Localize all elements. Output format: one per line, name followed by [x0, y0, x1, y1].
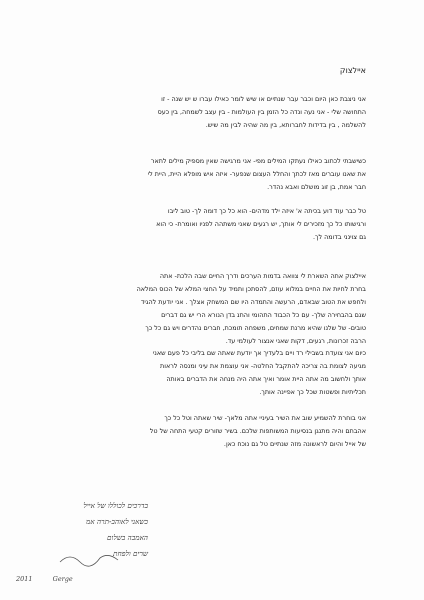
paragraph-line: כשישבתי לכתוב כאילו נעתקו המילים מפי- אני מרגישה שאין מספיק מילים לתאר	[150, 157, 366, 165]
paragraph-line: חבר אמת, בן זוג מושלם ואבא נהדר.	[267, 183, 366, 191]
paragraph-line: אהבתם והיה מתנגן בנסיעות המשותפות שלכם. בשיר שזורים קטעי התחה של טל	[149, 427, 366, 435]
signature-year: 2011	[16, 575, 33, 583]
letter-paragraph	[56, 205, 366, 244]
signature-line: האמבה בשלום	[107, 533, 148, 542]
paragraph-line: אני בוחרת להשמיע שוב את השיר בעיניי אתה מלאך- שיר שאתה וטל כל כך	[164, 414, 366, 422]
paragraph-line: טל כבר עוד דוע בכיתה א' איזה ילד מדהים- הוא כל כך דומה לך- טוב ליבו	[167, 207, 366, 215]
paragraph-line: את שאנו עוברים מאז לכתך והחלל העצום שנפער- איזה איש מופלא היית, היית לי	[147, 170, 366, 178]
signature-scribble-icon	[50, 514, 130, 574]
paragraph-line: הרבה זכרונות, רגעים, דקות שאני אנצור לעולמי עד.	[225, 337, 366, 345]
letter-paragraph	[56, 155, 366, 194]
letter-paragraph	[56, 93, 366, 132]
paragraph-line: שגם בהבחירה שלך- עם כל הכבוד התהומי והתנ בדן הנורא הרי יש גם דברים	[161, 311, 366, 319]
paragraph-line: כיום אני צועדת בשבילי רד ויים בלעדיך אך יודעת שאתה שם בליבי כל פעם שאני	[152, 349, 366, 357]
paragraph-line: אני ניצבת כאן היום וכבר עבר שנתיים או שיש לומר כאילו עברו ש יש שנה - זו	[161, 95, 366, 103]
paragraph-line: טובים- של שלנו שהיא מרנת שמחים, משפחה תומכת, חברים נהדרים ויש גם כל כך	[145, 324, 366, 332]
signature-place: Gerge	[52, 575, 73, 583]
signature-line: בדרכים לכוללו של אייל	[83, 501, 148, 510]
signature-line: שרים ולפחת	[113, 549, 148, 558]
letter-heading: איילצוק	[339, 66, 366, 75]
paragraph-line: גם צוינני בדומה לך.	[312, 233, 366, 241]
paragraph-line: מגיעה לצומת בה צריכה להתקבל החלטה- אני עוצמת את עיני ומנסה לראות	[160, 362, 366, 370]
letter-paragraph	[56, 270, 366, 348]
signature-line: כשאני לאוהב-תרה אמ	[85, 517, 148, 526]
paragraph-line: של אייל והיום לראשונה מזה שנתיים טל גם נוכח כאן.	[223, 440, 366, 448]
paragraph-line: ורגישותו כל כך מזכירים לי אותך, יש רגעים שאני משתהה לפניו ואומרת- כי הוא	[156, 220, 366, 228]
paragraph-line: אותך ולחשוב מה אתה היית אומר ואיך אתה היה מנחה את הדברים באותה	[166, 375, 366, 383]
letter-paragraph	[56, 412, 366, 451]
paragraph-line: התחושה שלי - אני נעה ונדה כל הזמן בין העולמות - בין עצב לשמחה, בין כעס	[157, 108, 366, 116]
paragraph-line: איילצוק אתה השארת לי צוואה בדמות הערכים ודרך החיים שבה הלכת- אתה	[159, 272, 366, 280]
signature-footer	[16, 575, 91, 583]
paragraph-line: תכליתיות ופשטות שכל כך אפיינה אותך.	[259, 388, 366, 396]
paragraph-line: להשלמה , בין בדידות לחברותא, בין מה שהיה לבין מה שיש.	[205, 121, 366, 129]
letter-paragraph	[56, 347, 366, 399]
paragraph-line: ולחפש את הטוב שבאדם, הרעשה והתמדה היו שם המשחק אצלך . אני יודעת להגיד	[140, 298, 366, 306]
paragraph-line: בחרת לחיות את החיים במלוא עוזם, להסתכן ותמיד על החצי המלא של הכוס המלאה	[136, 285, 366, 293]
